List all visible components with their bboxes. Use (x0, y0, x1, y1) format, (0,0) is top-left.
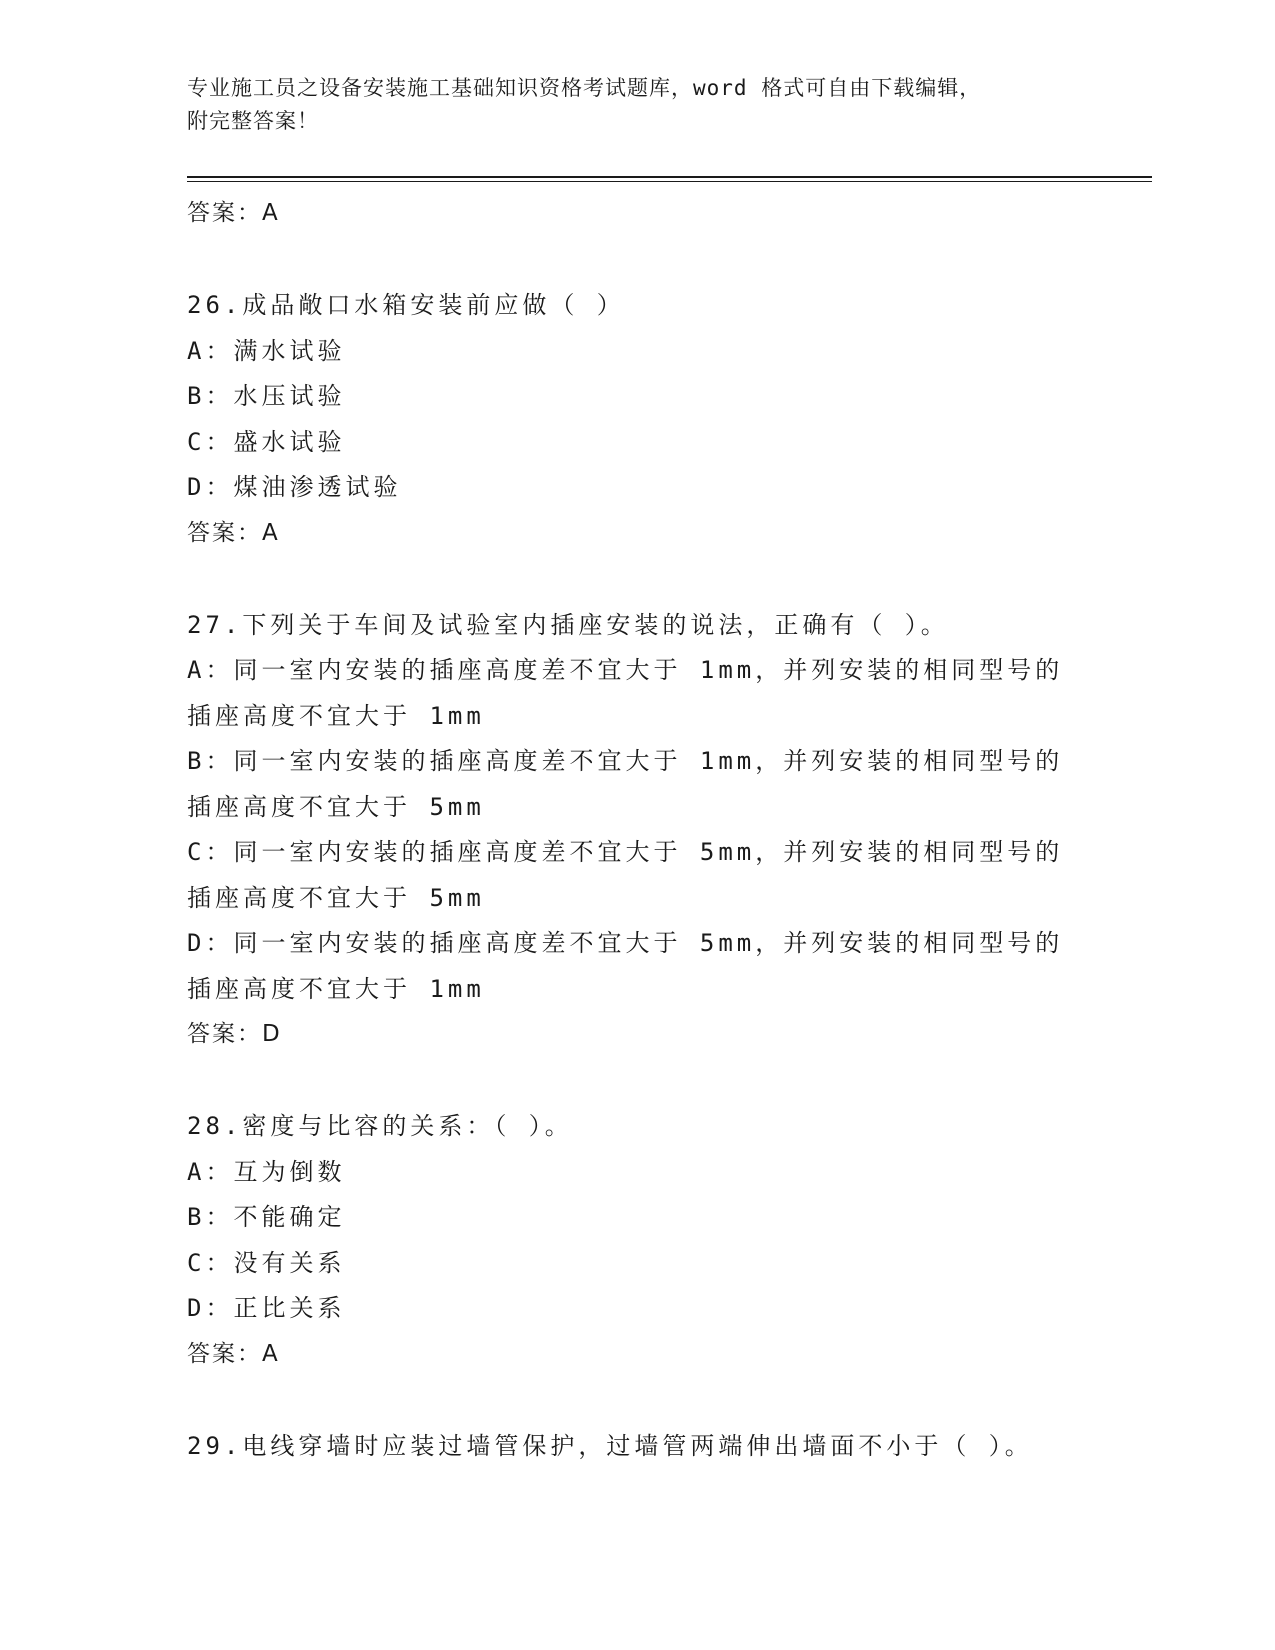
option-b: B：水压试验 (187, 382, 346, 410)
question-27 (187, 603, 1087, 1058)
option-d: D：正比关系 (187, 1294, 346, 1322)
question-26 (187, 283, 1087, 556)
option-a: A：满水试验 (187, 336, 346, 365)
answer-line: 答案：D (187, 1021, 282, 1047)
option-c-line-1: C：同一室内安装的插座高度差不宜大于 5mm，并列安装的相同型号的 (187, 838, 1064, 866)
option-c: C：没有关系 (187, 1248, 346, 1277)
page-header (187, 72, 1087, 138)
option-d-line-2: 插座高度不宜大于 1mm (187, 974, 485, 1003)
option-a (187, 648, 1087, 739)
option-c: C：盛水试验 (187, 427, 346, 456)
option-d-line-1: D：同一室内安装的插座高度差不宜大于 5mm，并列安装的相同型号的 (187, 929, 1064, 957)
option-d (187, 921, 1087, 1012)
option-b (187, 739, 1087, 830)
answer-line: 答案：A (187, 200, 280, 226)
question-stem: 28.密度与比容的关系：（ ）。 (187, 1112, 573, 1140)
question-stem: 27.下列关于车间及试验室内插座安装的说法，正确有（ ）。 (187, 610, 949, 639)
option-a-line-2: 插座高度不宜大于 1mm (187, 701, 485, 730)
question-stem: 26.成品敞口水箱安装前应做（ ） (187, 291, 625, 319)
option-b: B：不能确定 (187, 1203, 346, 1231)
header-line-1: 专业施工员之设备安装施工基础知识资格考试题库，word 格式可自由下载编辑， (187, 76, 982, 100)
option-d: D：煤油渗透试验 (187, 473, 402, 501)
answer-line: 答案：A (187, 1340, 280, 1367)
header-line-2: 附完整答案！ (187, 109, 319, 133)
question-stem: 29.电线穿墙时应装过墙管保护，过墙管两端伸出墙面不小于（ ）。 (187, 1431, 1033, 1460)
question-29 (187, 1424, 1087, 1470)
question-28 (187, 1104, 1087, 1377)
header-divider (187, 176, 1152, 182)
option-a: A：互为倒数 (187, 1157, 346, 1186)
option-b-line-1: B：同一室内安装的插座高度差不宜大于 1mm，并列安装的相同型号的 (187, 747, 1064, 775)
option-a-line-1: A：同一室内安装的插座高度差不宜大于 1mm，并列安装的相同型号的 (187, 656, 1064, 684)
option-c (187, 830, 1087, 921)
option-b-line-2: 插座高度不宜大于 5mm (187, 792, 485, 821)
question-list (187, 191, 1087, 1469)
option-c-line-2: 插座高度不宜大于 5mm (187, 883, 485, 912)
answer-line: 答案：A (187, 519, 280, 546)
